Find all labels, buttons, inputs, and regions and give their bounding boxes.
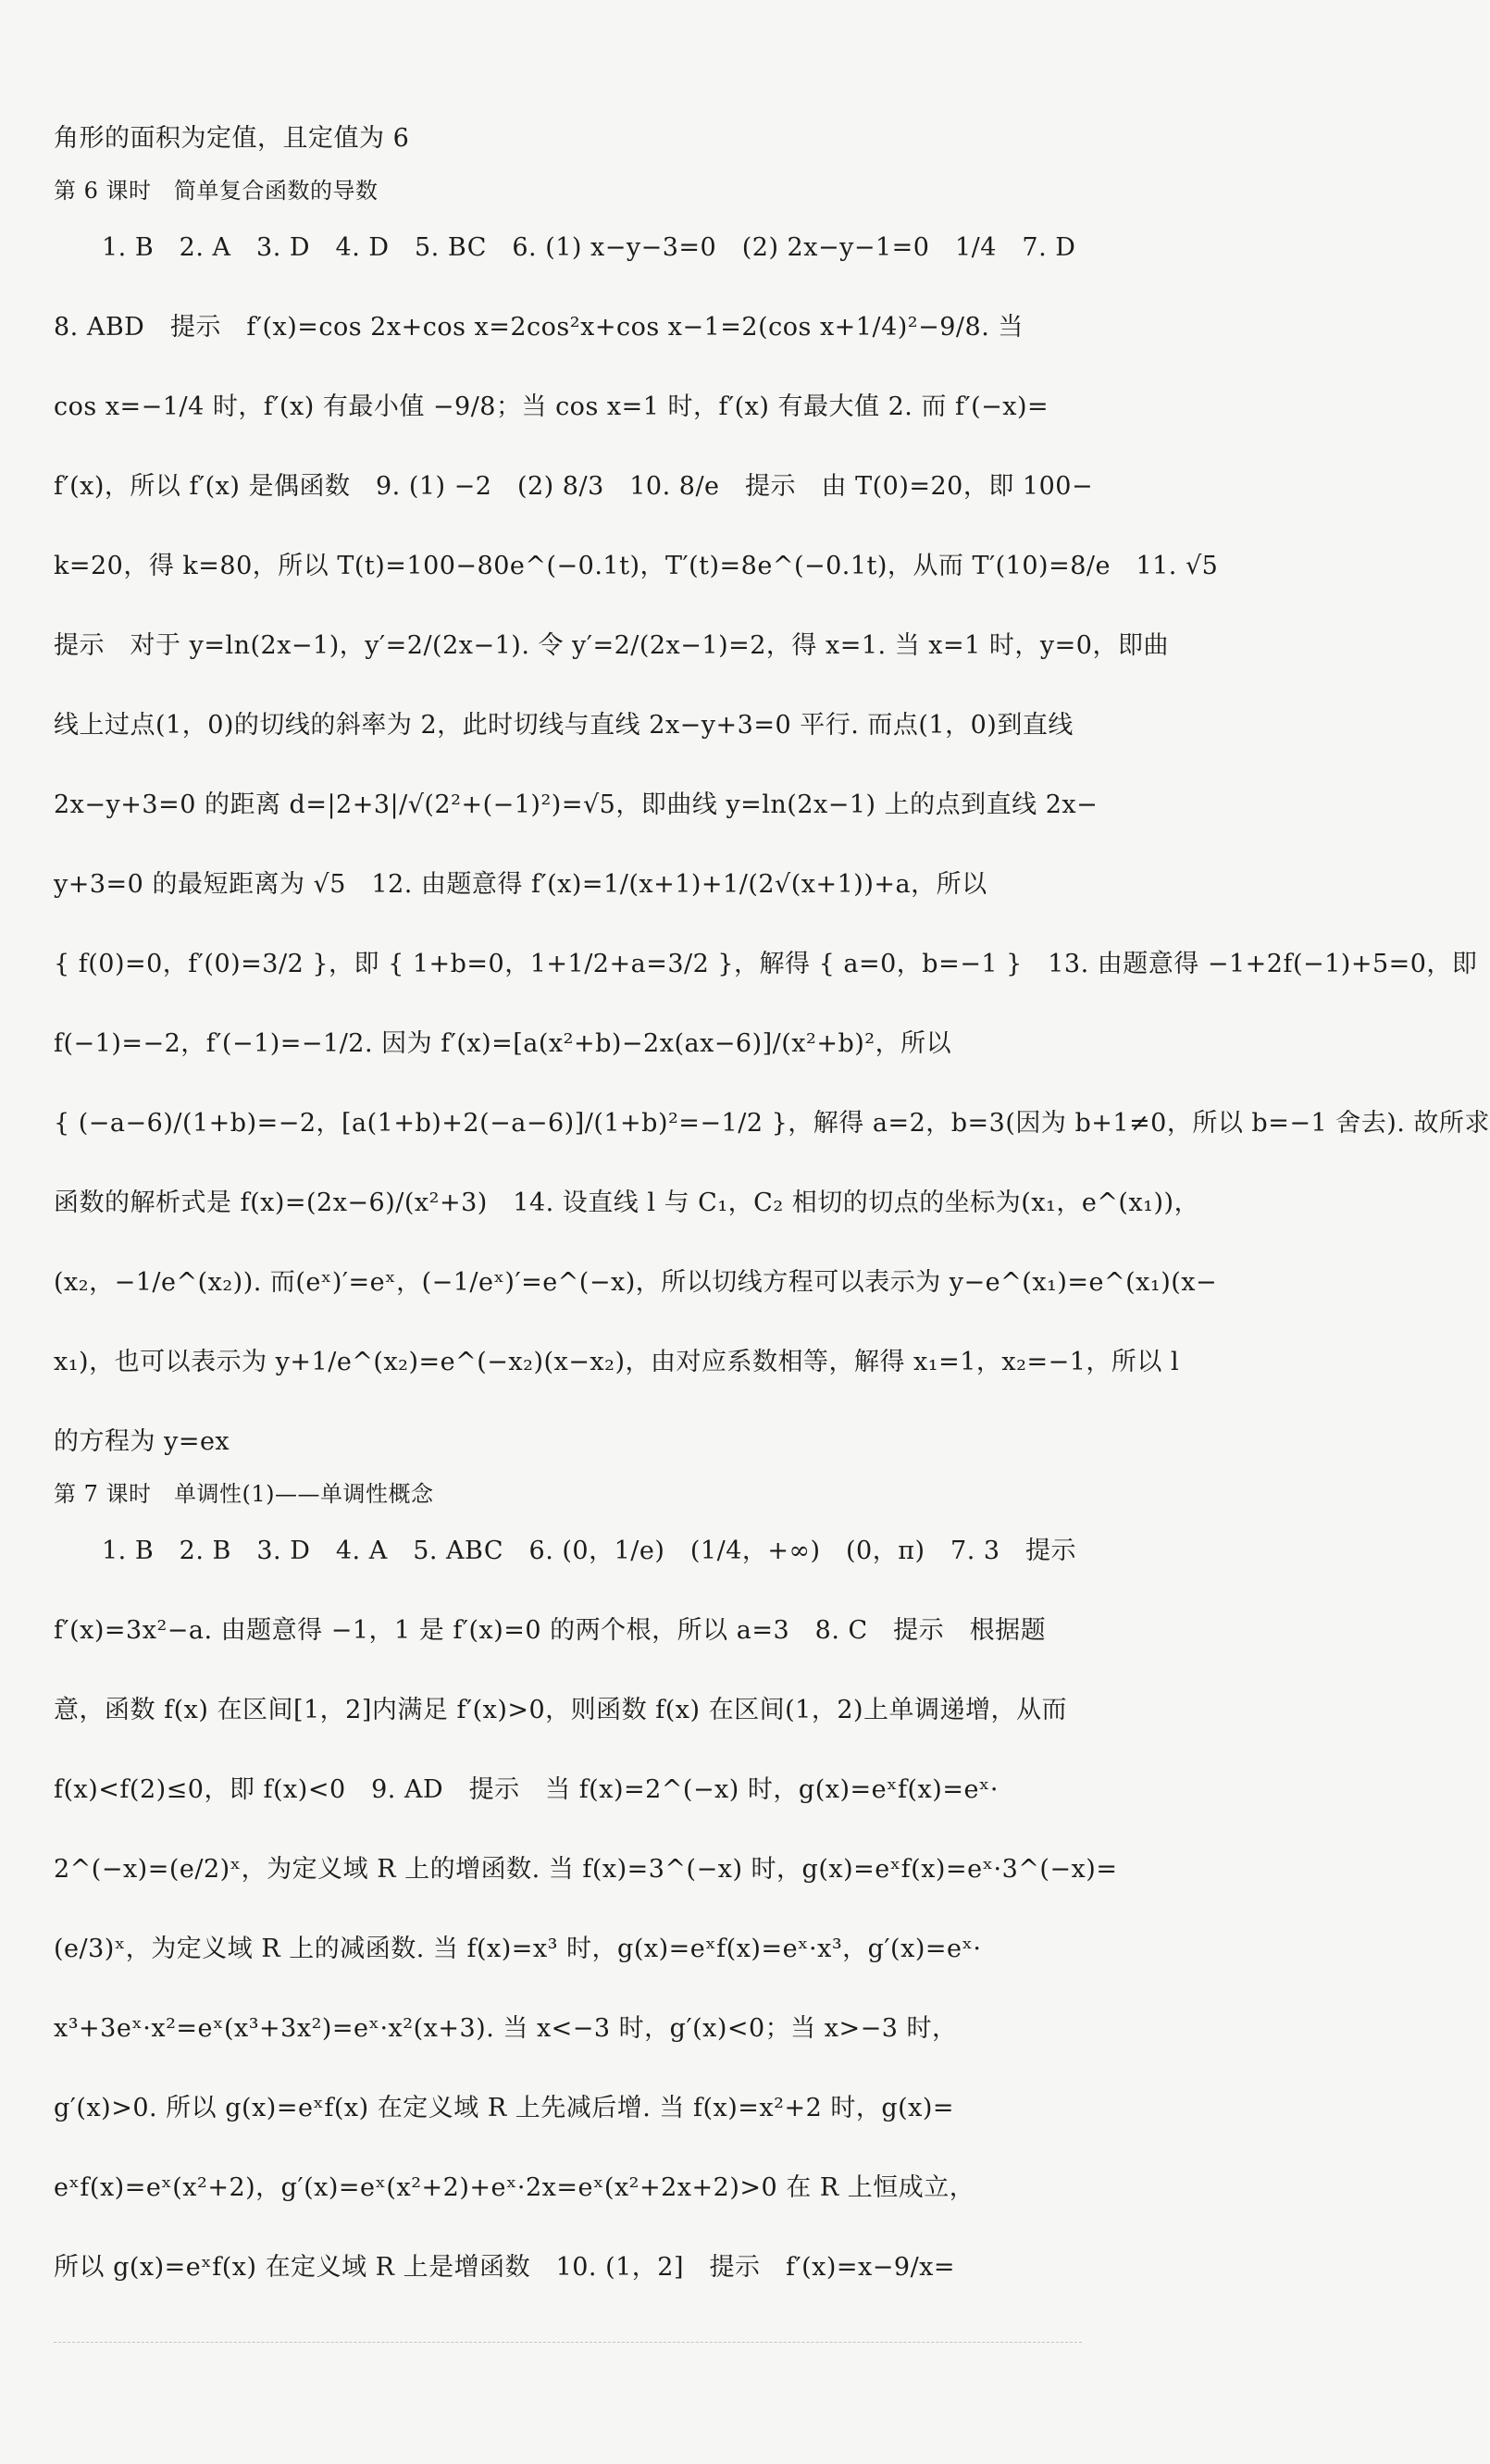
text-line: 1. B 2. A 3. D 4. D 5. BC 6. (1) x−y−3=0 (2) 2x−y−1=0 1/4 7. D	[102, 233, 1076, 262]
text-line: 意，函数 f(x) 在区间[1，2]内满足 f′(x)>0，则函数 f(x) 在区间(1，2)上单调递增，从而	[54, 1696, 1068, 1724]
text-line: (e/3)ˣ，为定义域 R 上的减函数. 当 f(x)=x³ 时，g(x)=eˣf(x)=eˣ·x³，g′(x)=eˣ·	[54, 1935, 982, 1963]
text-line: 2^(−x)=(e/2)ˣ，为定义域 R 上的增函数. 当 f(x)=3^(−x) 时，g(x)=eˣf(x)=eˣ·3^(−x)=	[54, 1855, 1118, 1884]
text-line: 函数的解析式是 f(x)=(2x−6)/(x²+3) 14. 设直线 l 与 C₁，C₂ 相切的切点的坐标为(x₁，e^(x₁))，	[54, 1188, 1200, 1217]
text-line: { (−a−6)/(1+b)=−2，[a(1+b)+2(−a−6)]/(1+b)²=−1/2 }，解得 a=2，b=3(因为 b+1≠0，所以 b=−1 舍去). 故所求	[54, 1109, 1490, 1138]
text-line: f(x)<f(2)≤0，即 f(x)<0 9. AD 提示 当 f(x)=2^(−x) 时，g(x)=eˣf(x)=eˣ·	[54, 1775, 999, 1804]
section-heading: 第 7 课时 单调性(1)——单调性概念	[54, 1481, 434, 1507]
text-line: g′(x)>0. 所以 g(x)=eˣf(x) 在定义域 R 上先减后增. 当 f(x)=x²+2 时，g(x)=	[54, 2094, 955, 2122]
text-line: f(−1)=−2，f′(−1)=−1/2. 因为 f′(x)=[a(x²+b)−2x(ax−6)]/(x²+b)²，所以	[54, 1029, 952, 1058]
text-line: { f(0)=0，f′(0)=3/2 }，即 { 1+b=0，1+1/2+a=3/2 }，解得 { a=0，b=−1 } 13. 由题意得 −1+2f(−1)+5=0，即	[54, 950, 1478, 978]
text-line: f′(x)=3x²−a. 由题意得 −1，1 是 f′(x)=0 的两个根，所以 a=3 8. C 提示 根据题	[54, 1616, 1047, 1645]
section-heading: 第 6 课时 简单复合函数的导数	[54, 178, 379, 204]
text-line: 8. ABD 提示 f′(x)=cos 2x+cos x=2cos²x+cos x−1=2(cos x+1/4)²−9/8. 当	[54, 313, 1024, 342]
text-line: 提示 对于 y=ln(2x−1)，y′=2/(2x−1). 令 y′=2/(2x−1)=2，得 x=1. 当 x=1 时，y=0，即曲	[54, 631, 1169, 660]
text-line: (x₂，−1/e^(x₂)). 而(eˣ)′=eˣ，(−1/eˣ)′=e^(−x)，所以切线方程可以表示为 y−e^(x₁)=e^(x₁)(x−	[54, 1268, 1218, 1297]
text-line: 线上过点(1，0)的切线的斜率为 2，此时切线与直线 2x−y+3=0 平行. 而点(1，0)到直线	[54, 711, 1074, 740]
text-line: 所以 g(x)=eˣf(x) 在定义域 R 上是增函数 10. (1，2] 提示 f′(x)=x−9/x=	[54, 2253, 956, 2282]
text-line: k=20，得 k=80，所以 T(t)=100−80e^(−0.1t)，T′(t)=8e^(−0.1t)，从而 T′(10)=8/e 11. √5	[54, 552, 1219, 580]
text-line: x₁)，也可以表示为 y+1/e^(x₂)=e^(−x₂)(x−x₂)，由对应系数相等，解得 x₁=1，x₂=−1，所以 l	[54, 1348, 1180, 1376]
text-line: y+3=0 的最短距离为 √5 12. 由题意得 f′(x)=1/(x+1)+1/(2√(x+1))+a，所以	[54, 870, 987, 899]
text-line: eˣf(x)=eˣ(x²+2)，g′(x)=eˣ(x²+2)+eˣ·2x=eˣ(x²+2x+2)>0 在 R 上恒成立，	[54, 2173, 975, 2202]
text-line: x³+3eˣ·x²=eˣ(x³+3x²)=eˣ·x²(x+3). 当 x<−3 时，g′(x)<0；当 x>−3 时，	[54, 2014, 958, 2043]
text-line: 角形的面积为定值，且定值为 6	[54, 124, 410, 153]
text-line: cos x=−1/4 时，f′(x) 有最小值 −9/8；当 cos x=1 时，f′(x) 有最大值 2. 而 f′(−x)=	[54, 392, 1049, 421]
bottom-divider	[54, 2342, 1082, 2343]
text-line: 1. B 2. B 3. D 4. A 5. ABC 6. (0，1/e) (1/4，+∞) (0，π) 7. 3 提示	[102, 1537, 1077, 1565]
text-line: 2x−y+3=0 的距离 d=|2+3|/√(2²+(−1)²)=√5，即曲线 y=ln(2x−1) 上的点到直线 2x−	[54, 790, 1099, 819]
text-line: 的方程为 y=ex	[54, 1427, 230, 1456]
text-line: f′(x)，所以 f′(x) 是偶函数 9. (1) −2 (2) 8/3 10. 8/e 提示 由 T(0)=20，即 100−	[54, 472, 1094, 501]
